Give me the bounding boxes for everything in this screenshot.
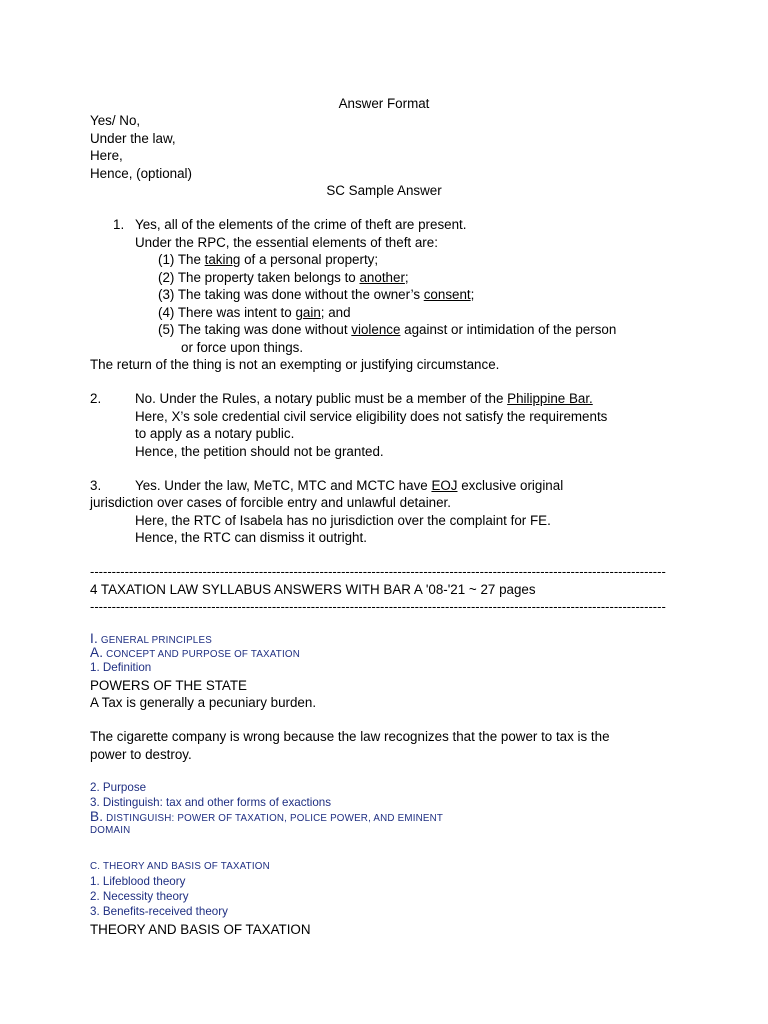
answer-3-line-3: Here, the RTC of Isabela has no jurisdiction over the complaint for FE.: [135, 513, 551, 528]
answer-3-line-1: Yes. Under the law, MeTC, MTC and MCTC have EOJ exclusive original: [135, 478, 564, 493]
outline-distinguish-exactions: 3. Distinguish: tax and other forms of exactions: [90, 796, 332, 809]
format-line-under-the-law: Under the law,: [90, 131, 176, 146]
outline-lifeblood: 1. Lifeblood theory: [90, 875, 186, 888]
answer-format-title: Answer Format: [338, 96, 430, 111]
cigarette-line-1: The cigarette company is wrong because the law recognizes that the power to tax is the: [90, 729, 610, 744]
format-line-hence: Hence, (optional): [90, 166, 192, 181]
outline-distinguish-powers-cont: DOMAIN: [90, 825, 131, 836]
answer-2-line-1: No. Under the Rules, a notary public must be a member of the Philippine Bar.: [135, 391, 593, 406]
outline-benefits-received: 3. Benefits-received theory: [90, 905, 228, 918]
element-5-continuation: or force upon things.: [181, 340, 304, 355]
element-3: (3) The taking was done without the owner’s consent;: [158, 287, 475, 302]
answer-3-line-4: Hence, the RTC can dismiss it outright.: [135, 530, 367, 545]
answer-2-line-2: Here, X’s sole credential civil service eligibility does not satisfy the requirements: [135, 409, 608, 424]
answer-1-line-2: Under the RPC, the essential elements of theft are:: [135, 235, 438, 250]
outline-general-principles: I. GENERAL PRINCIPLES: [90, 631, 212, 646]
tax-pecuniary-burden: A Tax is generally a pecuniary burden.: [90, 695, 317, 710]
element-1: (1) The taking of a personal property;: [158, 252, 379, 267]
outline-distinguish-powers: B. DISTINGUISH: POWER OF TAXATION, POLICE POWER, AND EMINENT: [90, 809, 444, 824]
element-5: (5) The taking was done without violence against or intimidation of the person: [158, 322, 617, 337]
outline-concept-purpose: A. CONCEPT AND PURPOSE OF TAXATION: [90, 645, 300, 660]
answer-2-line-4: Hence, the petition should not be granted.: [135, 444, 384, 459]
divider-top: -------------------------------------------------------------------------------------------------------------------------------------: [90, 565, 666, 578]
answer-3-line-2: jurisdiction over cases of forcible entry and unlawful detainer.: [90, 495, 451, 510]
sc-sample-answer-title: SC Sample Answer: [326, 183, 442, 198]
answer-2-line-3: to apply as a notary public.: [135, 426, 295, 441]
answer-1-line-1: Yes, all of the elements of the crime of theft are present.: [135, 217, 467, 232]
theory-basis-heading: THEORY AND BASIS OF TAXATION: [90, 922, 311, 937]
powers-of-the-state: POWERS OF THE STATE: [90, 678, 247, 693]
answer-1-number: 1.: [113, 217, 125, 232]
format-line-yes-no: Yes/ No,: [90, 113, 141, 128]
answer-1-closing: The return of the thing is not an exempting or justifying circumstance.: [90, 357, 500, 372]
element-2: (2) The property taken belongs to another;: [158, 270, 409, 285]
answer-3-number: 3.: [90, 478, 102, 493]
divider-bottom: -------------------------------------------------------------------------------------------------------------------------------------: [90, 600, 666, 613]
outline-definition: 1. Definition: [90, 661, 152, 674]
outline-purpose: 2. Purpose: [90, 781, 147, 794]
syllabus-title: 4 TAXATION LAW SYLLABUS ANSWERS WITH BAR A '08-'21 ~ 27 pages: [90, 582, 536, 597]
format-line-here: Here,: [90, 148, 123, 163]
outline-necessity: 2. Necessity theory: [90, 890, 189, 903]
answer-2-number: 2.: [90, 391, 102, 406]
outline-theory-basis: C. THEORY AND BASIS OF TAXATION: [90, 861, 270, 872]
cigarette-line-2: power to destroy.: [90, 747, 192, 762]
element-4: (4) There was intent to gain; and: [158, 305, 351, 320]
